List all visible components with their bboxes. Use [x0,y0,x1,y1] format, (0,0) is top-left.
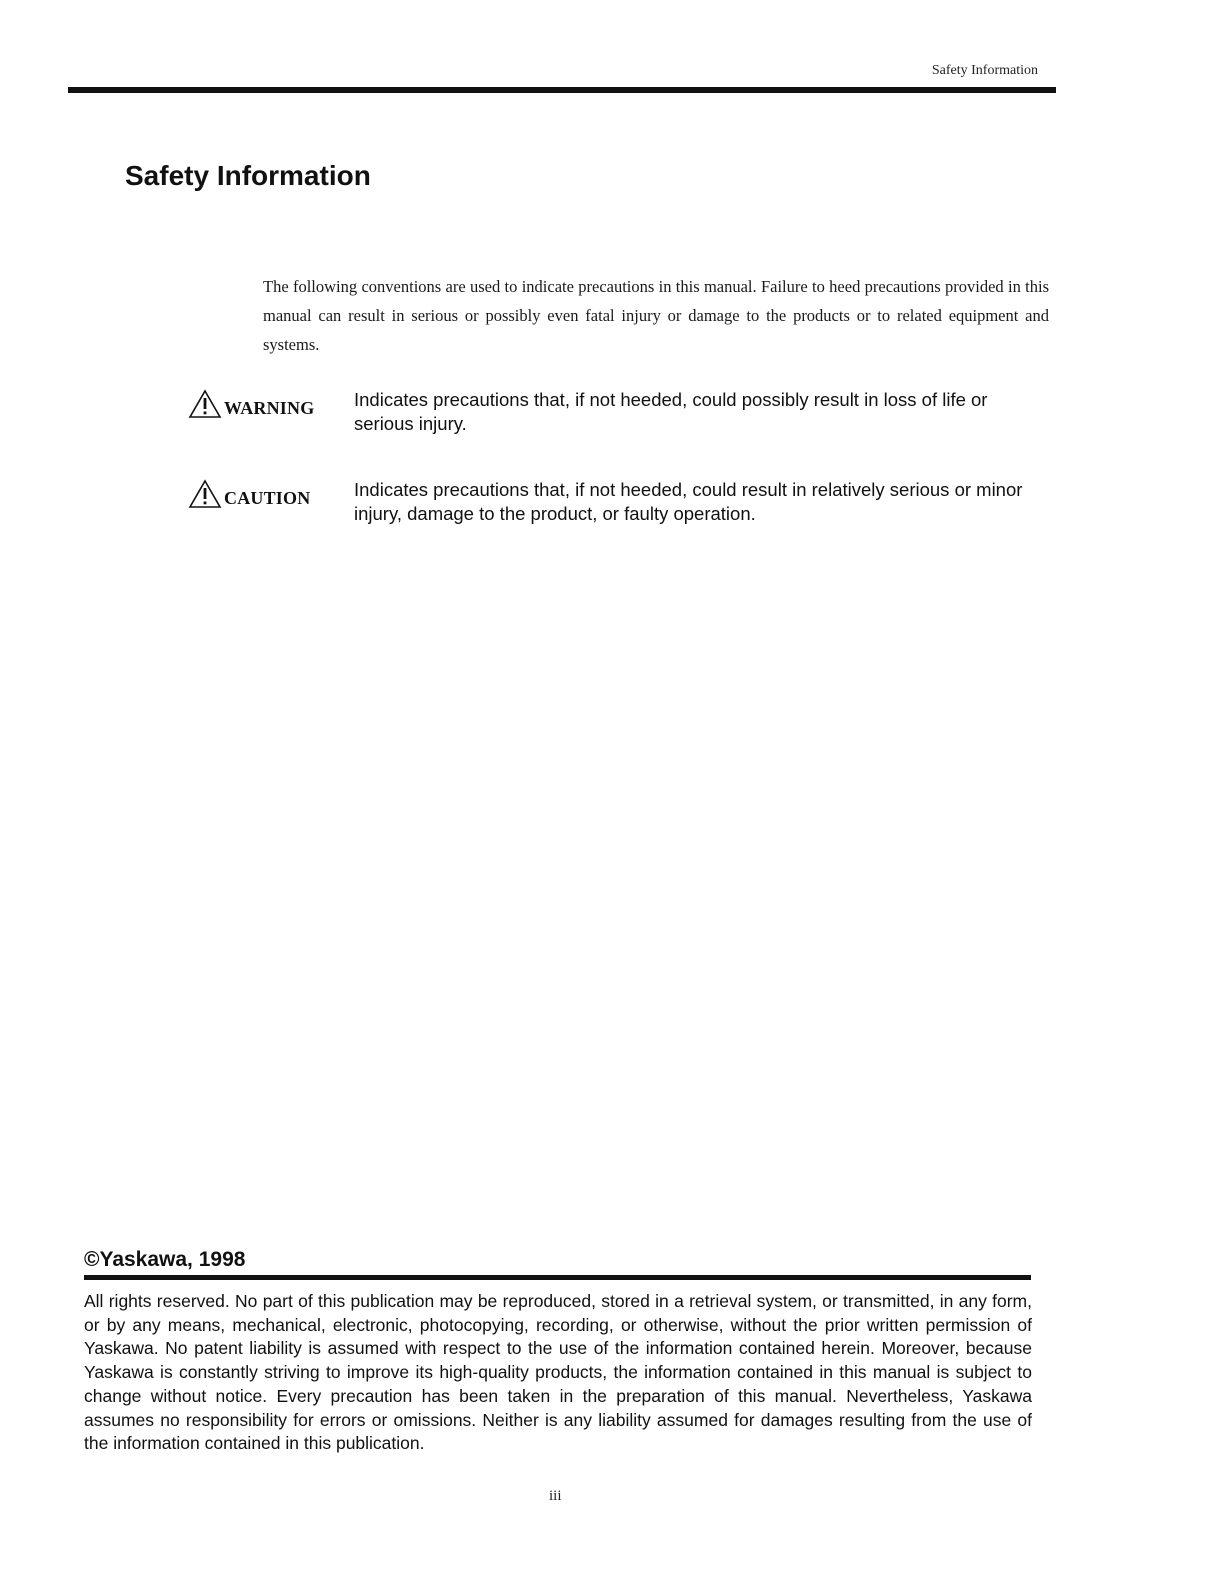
intro-paragraph: The following conventions are used to indicate precautions in this manual. Failure to heed precautions provided in this manual can result in serious or possibly even fatal injury or damage to the products or to related equipment and systems. [263,277,1049,354]
warning-triangle-icon [188,479,222,509]
warning-label: WARNING [224,398,315,418]
page-title: Safety Information [125,160,371,191]
page-number: iii [549,1488,562,1504]
copyright-rule [84,1275,1031,1280]
warning-signal [188,388,354,419]
warning-precaution [188,388,1052,436]
caution-precaution [188,478,1052,526]
header-rule [68,87,1056,93]
warning-description: Indicates precautions that, if not heeded, could possibly result in loss of life or serious injury. [354,389,988,434]
running-header: Safety Information [931,63,1038,78]
copyright-title: ©Yaskawa, 1998 [84,1248,246,1271]
caution-signal [188,478,354,509]
warning-triangle-icon [188,389,222,419]
caution-description: Indicates precautions that, if not heeded, could result in relatively serious or minor injury, damage to the product, or faulty operation. [354,479,1023,524]
copyright-text: All rights reserved. No part of this publication may be reproduced, stored in a retrieval system, or transmitted, in any form, or by any means, mechanical, electronic, photocopying, recording, or otherwise, without the prior written permission of Yaskawa. No patent liability is assumed with respect to the use of the information contained herein. Moreover, because Yaskawa is constantly striving to improve its high-quality products, the information contained in this manual is subject to change without notice. Every precaution has been taken in the preparation of this manual. Nevertheless, Yaskawa assumes no responsibility for errors or omissions. Neither is any liability assumed for damages resulting from the use of the information contained in this publication. [84,1291,1032,1454]
caution-label: CAUTION [224,488,311,508]
